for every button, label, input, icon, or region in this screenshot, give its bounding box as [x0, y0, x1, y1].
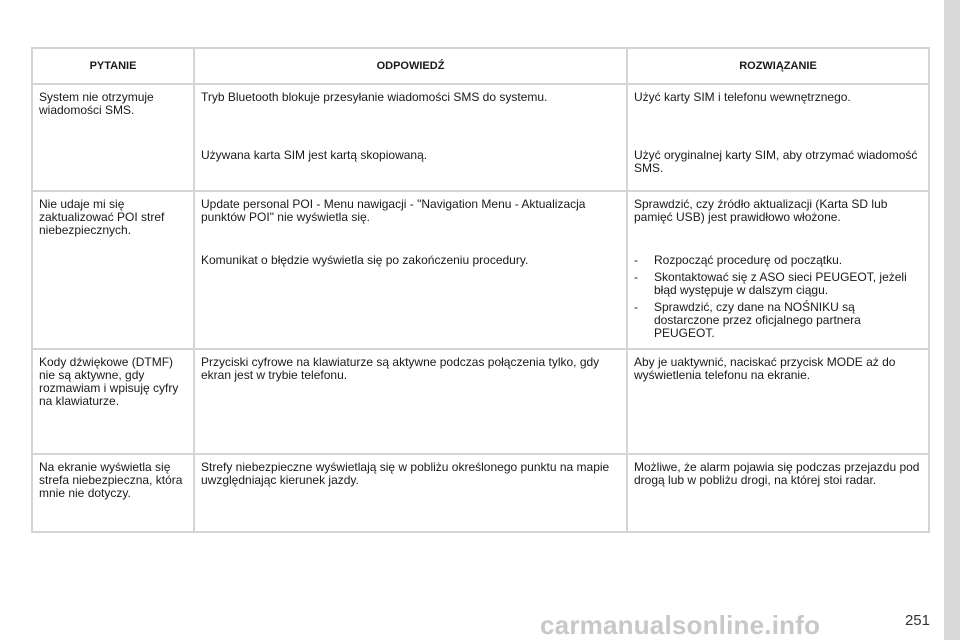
- list-item: - Skontaktować się z ASO sieci PEUGEOT, jeżeli błąd występuje w dalszym ciągu.: [634, 271, 922, 297]
- question-cell: System nie otrzymuje wiadomości SMS.: [32, 84, 194, 191]
- right-margin-band: [944, 0, 960, 640]
- troubleshooting-table: [31, 47, 930, 533]
- answer-cell: Strefy niebezpieczne wyświetlają się w pobliżu określonego punktu na mapie uwzględniając kierunek jazdy.: [194, 454, 627, 532]
- table-row: [32, 84, 929, 143]
- solution-cell: Użyć karty SIM i telefonu wewnętrznego.: [627, 84, 929, 143]
- solution-cell: Sprawdzić, czy źródło aktualizacji (Karta SD lub pamięć USB) jest prawidłowo włożone.: [627, 191, 929, 248]
- answer-cell: Komunikat o błędzie wyświetla się po zakończeniu procedury.: [194, 248, 627, 349]
- answer-cell: Przyciski cyfrowe na klawiaturze są aktywne podczas połączenia tylko, gdy ekran jest w trybie telefonu.: [194, 349, 627, 454]
- answer-cell: Tryb Bluetooth blokuje przesyłanie wiadomości SMS do systemu.: [194, 84, 627, 143]
- header-answer: ODPOWIEDŹ: [194, 48, 627, 84]
- answer-cell: Używana karta SIM jest kartą skopiowaną.: [194, 143, 627, 191]
- solution-cell: Aby je uaktywnić, naciskać przycisk MODE aż do wyświetlenia telefonu na ekranie.: [627, 349, 929, 454]
- table-row: [32, 349, 929, 454]
- solution-cell: Możliwe, że alarm pojawia się podczas przejazdu pod drogą lub w pobliżu drogi, na której stoi radar.: [627, 454, 929, 532]
- table-header-row: [32, 48, 929, 84]
- header-question: PYTANIE: [32, 48, 194, 84]
- question-cell: Kody dźwiękowe (DTMF) nie są aktywne, gdy rozmawiam i wpisuję cyfry na klawiaturze.: [32, 349, 194, 454]
- table-row: [32, 454, 929, 532]
- question-cell: Nie udaje mi się zaktualizować POI stref niebezpiecznych.: [32, 191, 194, 349]
- solution-cell: Użyć oryginalnej karty SIM, aby otrzymać wiadomość SMS.: [627, 143, 929, 191]
- question-cell: Na ekranie wyświetla się strefa niebezpieczna, która mnie nie dotyczy.: [32, 454, 194, 532]
- answer-cell: Update personal POI - Menu nawigacji - "Navigation Menu - Aktualizacja punktów POI" nie wyświetla się.: [194, 191, 627, 248]
- watermark: carmanualsonline.info: [540, 610, 821, 640]
- list-item: - Sprawdzić, czy dane na NOŚNIKU są dostarczone przez oficjalnego partnera PEUGEOT.: [634, 301, 922, 340]
- list-item: - Rozpocząć procedurę od początku.: [634, 254, 922, 267]
- page-number: 251: [904, 612, 930, 629]
- table-row: [32, 191, 929, 248]
- solution-cell: [627, 248, 929, 349]
- header-solution: ROZWIĄZANIE: [627, 48, 929, 84]
- solution-list: [634, 254, 922, 340]
